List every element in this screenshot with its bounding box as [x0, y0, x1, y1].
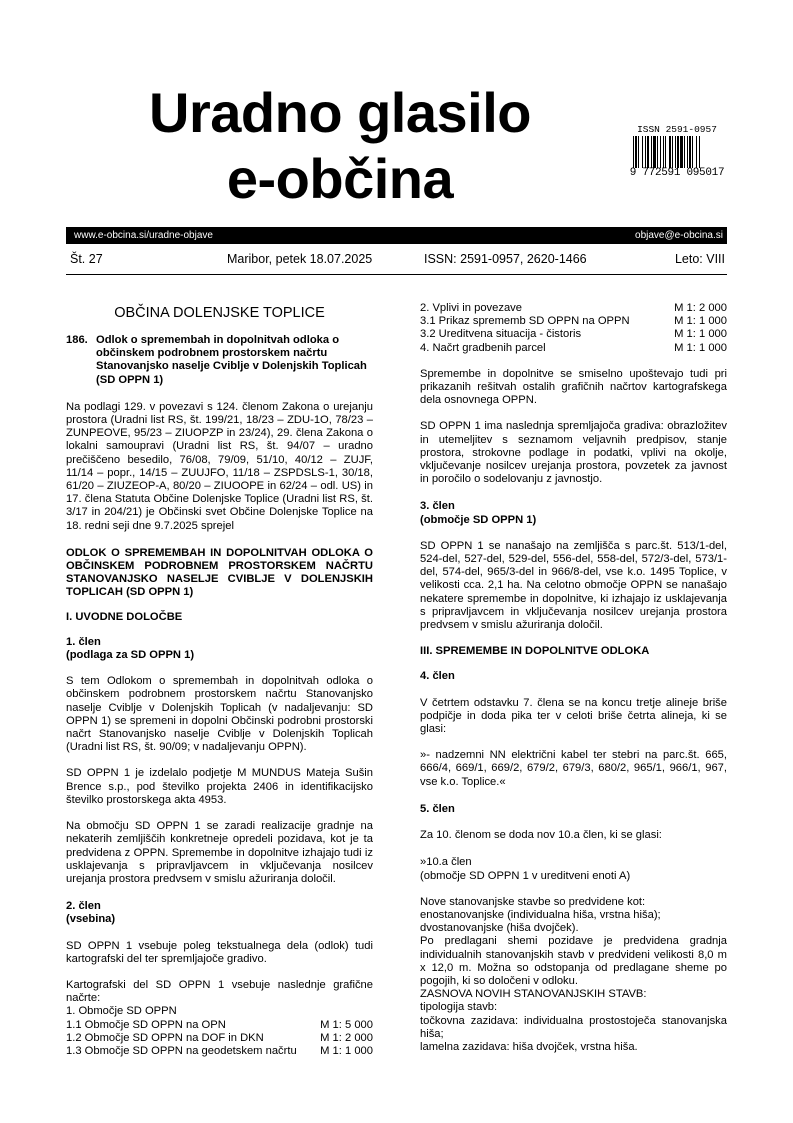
- paragraph: »- nadzemni NN električni kabel ter stebri na parc.št. 665, 666/4, 669/1, 669/2, 679/2, 679/3, 680/2, 965/1, 966/1, 967, vse k.o. Toplice.«: [420, 749, 727, 788]
- place-date: Maribor, petek 18.07.2025: [227, 252, 373, 266]
- right-column: [420, 302, 727, 1054]
- article-subtitle: (območje SD OPPN 1): [420, 513, 537, 526]
- barcode-number: 9 772591 095017: [629, 167, 725, 179]
- article-subtitle: (vsebina): [66, 913, 116, 926]
- list-item: [420, 315, 727, 328]
- item-scale: M 1: 2 000: [320, 1031, 373, 1044]
- list-item: [420, 342, 727, 355]
- item-label: 3.2 Ureditvena situacija - čistoris: [420, 328, 582, 341]
- article-number: »10.a člen: [420, 856, 472, 869]
- item-label: 4. Načrt gradbenih parcel: [420, 341, 546, 354]
- email-link[interactable]: objave@e-obcina.si: [635, 230, 723, 241]
- list-item: [66, 1045, 373, 1058]
- left-column: [66, 302, 373, 1058]
- item-label: 1.3 Območje SD OPPN na geodetskem načrtu: [66, 1044, 297, 1057]
- barcode-icon: [632, 136, 732, 168]
- section-heading: I. UVODNE DOLOČBE: [66, 610, 183, 623]
- website-link[interactable]: www.e-obcina.si/uradne-objave: [74, 230, 213, 241]
- text-line: enostanovanjske (individualna hiša, vrstna hiša);: [420, 908, 661, 921]
- item-scale: M 1: 5 000: [320, 1018, 373, 1031]
- item-scale: M 1: 2 000: [674, 302, 727, 314]
- year: Leto: VIII: [674, 252, 725, 266]
- paragraph: točkovna zazidava: individualna prostostoječa stanovanjska hiša;: [420, 1014, 727, 1040]
- title-line-2: e-občina: [226, 147, 454, 210]
- text-line: tipologija stavb:: [420, 1001, 498, 1014]
- text-line: ZASNOVA NOVIH STANOVANJSKIH STAVB:: [420, 988, 647, 1001]
- item-scale: M 1: 1 000: [674, 328, 727, 341]
- paragraph: Spremembe in dopolnitve se smiselno upoštevajo tudi pri prikazanih rešitvah ostalih grafičnih načrtov kartografskega dela osnovnega OPPN.: [420, 367, 727, 407]
- list-item: [420, 302, 727, 315]
- publication-title: [130, 80, 550, 212]
- list-item: [66, 1019, 373, 1032]
- article-number: 3. člen: [420, 500, 455, 513]
- text-line: Nove stanovanjske stavbe so predvidene kot:: [420, 895, 646, 908]
- paragraph: Za 10. členom se doda nov 10.a člen, ki se glasi:: [420, 829, 662, 842]
- list-item: [66, 1032, 373, 1045]
- document-heading: [66, 334, 373, 387]
- item-label: 1.2 Območje SD OPPN na DOF in DKN: [66, 1031, 264, 1044]
- article-number: 4. člen: [420, 670, 455, 683]
- section-heading: III. SPREMEMBE IN DOPOLNITVE ODLOKA: [420, 645, 650, 658]
- paragraph: SD OPPN 1 je izdelalo podjetje M MUNDUS Mateja Sušin Brence s.p., pod številko projekta 2406 in identifikacijsko številko prostorskega akta 4953.: [66, 767, 373, 806]
- item-scale: M 1: 1 000: [674, 341, 727, 354]
- odlok-title: ODLOK O SPREMEMBAH IN DOPOLNITVAH ODLOKA O OBČINSKEM PODROBNEM PROSTORSKEM NAČRTU STANOVANJSKO NASELJE CVIBLJE V DOLENJSKIH TOPLICAH (SD OPPN 1): [66, 546, 373, 599]
- article-number: 1. člen: [66, 635, 101, 648]
- article-subtitle: (podlaga za SD OPPN 1): [66, 649, 195, 662]
- paragraph: S tem Odlokom o spremembah in dopolnitvah odloka o občinskem podrobnem prostorskem načrtu Stanovanjsko naselje Cviblje v Dolenjskih Toplicah (v nadaljevanju: SD OPPN 1) se spremeni in dopolni Občinski podrobni prostorski načrt Stanovanjsko naselje Cviblje v Dolenjskih Toplicah (Uradni list RS, št. 90/09; v nadaljevanju OPPN).: [66, 675, 373, 754]
- item-label: 1.1 Območje SD OPPN na OPN: [66, 1018, 226, 1031]
- item-label: 2. Vplivi in povezave: [420, 302, 522, 314]
- item-scale: M 1: 1 000: [320, 1044, 373, 1057]
- text-line: lamelna zazidava: hiša dvojček, vrstna hiša.: [420, 1040, 638, 1053]
- document-title: Odlok o spremembah in dopolnitvah odloka o občinskem podrobnem prostorskem načrtu Stanovanjsko naselje Cvibljе v Dolenjskih Toplicah (SD OPPN 1): [96, 334, 367, 386]
- article-number: 2. člen: [66, 900, 101, 913]
- paragraph: Kartografski del SD OPPN 1 vsebuje naslednje grafične načrte:: [66, 978, 373, 1005]
- issue-info-row: [70, 252, 725, 272]
- document-number: 186.: [66, 334, 88, 346]
- paragraph: Po predlagani shemi pozidave je predvidena gradnja individualnih stanovanjskih stavb v predvideni velikosti 8,0 m x 12,0 m. Možna so odstopanja od predlagane sheme po pogojih, ki so določeni v odloku.: [420, 935, 727, 987]
- organization-heading: OBČINA DOLENJSKE TOPLICE: [114, 305, 325, 321]
- article-subtitle: (območje SD OPPN 1 v ureditveni enoti A): [420, 869, 631, 882]
- paragraph: V četrtem odstavku 7. člena se na koncu tretje alineje briše podpičje in doda pika ter v celoti briše četrta alineja, ki se glasi:: [420, 696, 727, 736]
- issue-number: Št. 27: [70, 252, 103, 266]
- paragraph: SD OPPN 1 se nanašajo na zemljišča s parc.št. 513/1-del, 524-del, 527-del, 529-del, 556-del, 558-del, 572/3-del, 573/1-del, 574-del, 965/3-del in 966/8-del, vse k.o. 1495 Toplice, v velikosti cca. 2,1 ha. Na celotno območje OPPN se nanašajo nekatere spremembe in dopolnitve, ki izhajajo iz usklajevanja s pripravljavcem in vključevanja nosilcev urejanja prostora predvsem v smislu ažuriranja določil.: [420, 539, 727, 632]
- issn-label: ISSN 2591-0957: [637, 124, 717, 135]
- intro-paragraph: Na podlagi 129. v povezavi s 124. členom Zakona o urejanju prostora (Uradni list RS, št. 199/21, 18/23 – ZDU-1O, 78/23 – ZUNPEOVE, 95/23 – ZIUOPZP in 23/24), 29. člena Zakona o lokalni samoupravi (Uradni list RS, št. 94/07 – uradno prečiščeno besedilo, 76/08, 79/09, 51/10, 40/12 – ZUJF, 11/14 – popr., 14/15 – ZUUJFO, 11/18 – ZSPDSLS-1, 30/18, 61/20 – ZIUZEOP-A, 80/20 – ZIUOOPE in 62/24 – odl. US) in 17. člena Statuta Občine Dolenjske Toplice (Uradni list RS, št. 3/17 in 204/21) je Občinski svet Občine Dolenjske Toplice na 18. redni seji dne 9.7.2025 sprejel: [66, 400, 373, 532]
- paragraph: SD OPPN 1 vsebuje poleg tekstualnega dela (odlok) tudi kartografski del ter spremljajoče gradivo.: [66, 939, 373, 965]
- list-item: [420, 328, 727, 341]
- paragraph: Na območju SD OPPN 1 se zaradi realizacije gradnje na nekaterih zemljiščih konkretneje opredeli pozidava, kot je ta predvidena z OPPN. Spremembe in dopolnitve izhajajo tudi iz usklajevanja s pripravljavcem in vključevanja nosilcev urejanja prostora predvsem v smislu ažuriranja določil.: [66, 820, 373, 885]
- text-line: dvostanovanjske (hiša dvojček).: [420, 922, 579, 935]
- issn-full: ISSN: 2591-0957, 2620-1466: [424, 252, 587, 266]
- item-scale: M 1: 1 000: [674, 315, 727, 328]
- article-number: 5. člen: [420, 802, 455, 815]
- contact-bar: [66, 227, 727, 244]
- paragraph: SD OPPN 1 ima naslednja spremljajoča gradiva: obrazložitev in utemeljitev s seznamom veljavnih predpisov, stanje prostora, strokovne podlage in podatki, vplivi na okolje, vključevanje nosilcev urejanja prostora, povzetek za javnost in poročilo o sodelovanju z javnostjo.: [420, 420, 727, 486]
- issn-barcode: [622, 124, 732, 182]
- divider: [66, 274, 727, 275]
- list-item: 1. Območje SD OPPN: [66, 1005, 177, 1018]
- item-label: 3.1 Prikaz sprememb SD OPPN na OPPN: [420, 315, 630, 328]
- title-line-1: Uradno glasilo: [149, 81, 531, 144]
